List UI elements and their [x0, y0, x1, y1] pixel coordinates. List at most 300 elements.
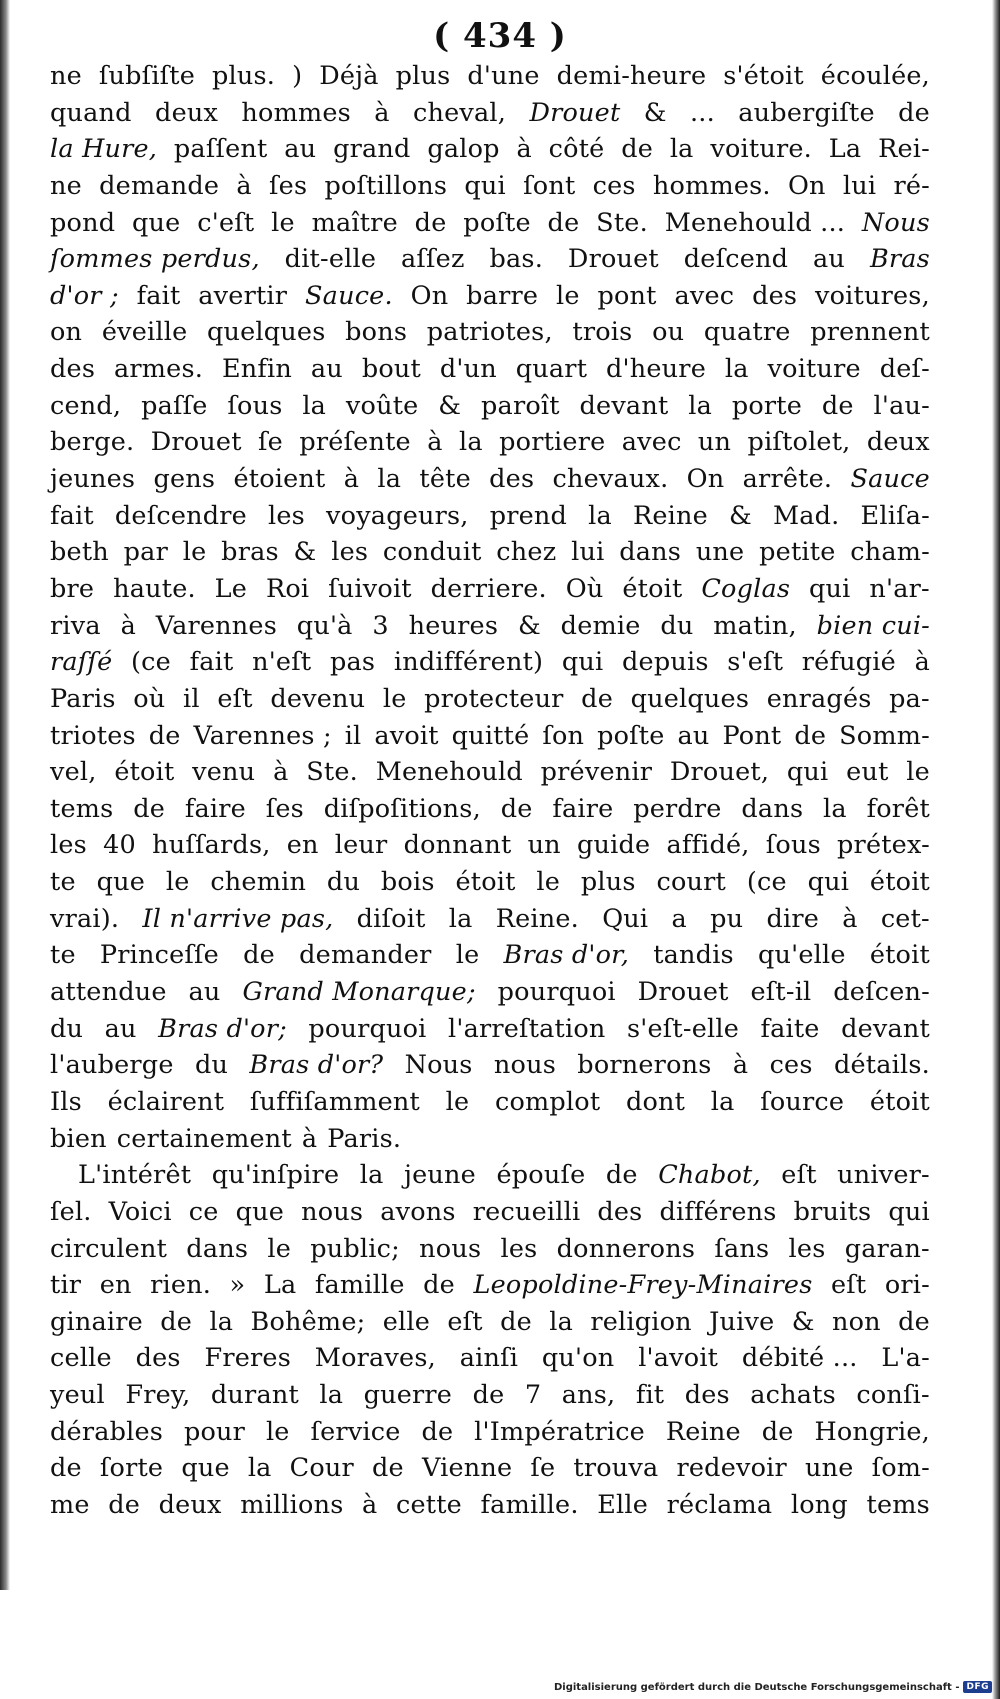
- word: deſcend: [683, 244, 789, 275]
- word: étoit: [114, 757, 175, 788]
- word: d'heure: [606, 354, 706, 385]
- word: fait: [189, 647, 234, 678]
- word: le: [906, 757, 930, 788]
- word: la: [688, 390, 713, 421]
- word: &: [643, 97, 667, 128]
- word: Frey,: [125, 1380, 191, 1411]
- text-line: [50, 791, 930, 828]
- word: ſe: [258, 427, 283, 458]
- word: hommes: [241, 97, 351, 128]
- word: venu: [192, 757, 256, 788]
- word: ne: [50, 170, 82, 201]
- word: les: [331, 537, 369, 568]
- word: plus.: [212, 61, 276, 91]
- digitization-credit: [554, 1681, 992, 1693]
- word: pont: [597, 280, 657, 311]
- italic-word: Drouet: [529, 97, 621, 128]
- word: ou: [652, 317, 685, 348]
- word: religion: [590, 1306, 692, 1337]
- word: yeul: [50, 1380, 105, 1411]
- text-line: [50, 608, 930, 645]
- word: plus: [580, 867, 636, 898]
- word: millions: [240, 1489, 344, 1520]
- italic-word: Bras d'or;: [158, 1013, 287, 1044]
- word: eſt-il: [750, 977, 812, 1008]
- word: huſſards,: [152, 830, 271, 861]
- word: ré-: [893, 170, 930, 201]
- word: demi-heure: [556, 61, 707, 91]
- word: des: [597, 1196, 643, 1227]
- word: nous: [301, 1196, 364, 1227]
- word: devenu: [270, 683, 366, 714]
- credit-text: Digitalisierung gefördert durch die Deutsche Forschungsgemeinschaft -: [553, 1681, 960, 1693]
- word: 3: [372, 610, 389, 641]
- word: étoit: [869, 1086, 930, 1117]
- text-line: [50, 498, 930, 535]
- word: réfugié: [801, 647, 896, 678]
- italic-word: ſommes perdus,: [50, 244, 260, 275]
- word: côté: [548, 134, 605, 165]
- word: eſt: [217, 683, 253, 714]
- word: petite: [759, 537, 836, 568]
- word: circulent: [50, 1233, 168, 1264]
- word: de: [621, 134, 654, 165]
- word: la: [448, 903, 473, 934]
- word: que: [235, 1196, 285, 1227]
- word: prennent: [810, 317, 930, 348]
- word: cend,: [50, 390, 122, 421]
- text-line: [50, 1047, 930, 1084]
- word: les: [268, 500, 305, 531]
- word: du: [194, 1050, 229, 1081]
- word: gens: [153, 464, 216, 495]
- word: bre: [50, 573, 95, 604]
- word: s'eſt: [727, 647, 784, 678]
- word: de: [472, 1380, 505, 1411]
- text-line: [50, 718, 930, 755]
- text-line: [50, 131, 930, 168]
- italic-word: Grand Monarque;: [242, 977, 476, 1008]
- word: ſuffiſamment: [249, 1086, 420, 1117]
- word: cette: [396, 1489, 462, 1520]
- word: »: [229, 1270, 246, 1301]
- word: les: [788, 1233, 826, 1264]
- word: ...: [690, 97, 715, 128]
- word: nous: [493, 1050, 556, 1081]
- word: dit-elle: [284, 244, 377, 275]
- word: avec: [674, 280, 735, 311]
- italic-word: Bras d'or,: [503, 940, 630, 971]
- text-line: [50, 1377, 930, 1414]
- word: du: [660, 610, 694, 641]
- text-line: [50, 388, 930, 425]
- italic-word: Nous: [861, 207, 930, 238]
- word: n'eſt: [252, 647, 312, 678]
- italic-word: Bras d'or?: [249, 1050, 384, 1081]
- word: Drouet: [637, 977, 729, 1008]
- word: de: [605, 1160, 638, 1191]
- word: des: [489, 464, 535, 495]
- word: ces: [592, 170, 636, 201]
- word: cet-: [880, 903, 930, 934]
- word: riva: [50, 610, 101, 641]
- word: Le: [214, 573, 248, 604]
- word: garan-: [844, 1233, 930, 1264]
- word: en: [286, 830, 319, 861]
- word: vrai).: [50, 903, 120, 934]
- word: te: [50, 867, 76, 898]
- word: fit: [635, 1380, 665, 1411]
- text-line: [50, 1157, 930, 1194]
- word: de: [414, 207, 447, 238]
- word: de: [108, 1489, 141, 1520]
- word: le: [265, 1416, 290, 1447]
- word: certainement: [116, 1123, 292, 1154]
- word: le: [267, 1233, 292, 1264]
- word: heures: [408, 610, 499, 641]
- word: ſubſiſte: [98, 61, 196, 91]
- word: ſel.: [50, 1196, 92, 1227]
- word: deux: [866, 427, 930, 458]
- word: famille: [314, 1270, 405, 1301]
- word: quand: [50, 97, 132, 128]
- word: demande: [99, 170, 220, 201]
- word: On: [410, 280, 449, 311]
- word: de: [421, 1416, 454, 1447]
- word: ſervice: [310, 1416, 401, 1447]
- word: pond: [50, 207, 116, 238]
- text-line: [50, 1414, 930, 1451]
- body-text: [50, 58, 930, 1524]
- word: Menehould ...: [664, 207, 846, 238]
- word: voûte: [345, 390, 419, 421]
- word: elle: [382, 1306, 431, 1337]
- word: pu: [710, 903, 744, 934]
- word: ſource: [760, 1086, 845, 1117]
- word: à: [374, 97, 390, 128]
- word: une: [695, 537, 745, 568]
- word: c'eſt: [197, 207, 255, 238]
- word: la: [724, 354, 749, 385]
- word: deux: [158, 1489, 222, 1520]
- word: dans: [741, 793, 804, 824]
- word: ſe: [530, 1453, 556, 1484]
- word: au: [188, 977, 221, 1008]
- word: &: [438, 390, 462, 421]
- word: donnant: [403, 830, 512, 861]
- word: ſans: [714, 1233, 770, 1264]
- italic-word: d'or ;: [50, 280, 119, 311]
- word: devant: [579, 390, 669, 421]
- word: Déjà: [319, 61, 379, 91]
- italic-word: Sauce.: [305, 280, 393, 311]
- word: pas: [329, 647, 376, 678]
- word: chevaux.: [552, 464, 669, 495]
- word: de: [243, 940, 275, 971]
- word: La: [828, 134, 862, 165]
- italic-word: Chabot,: [658, 1160, 761, 1191]
- text-line: [50, 681, 930, 718]
- word: eſt: [830, 1270, 867, 1301]
- word: voiture: [767, 354, 861, 385]
- word: eut: [846, 757, 889, 788]
- word: maître: [311, 207, 398, 238]
- word: depuis: [622, 647, 709, 678]
- word: la: [319, 1380, 344, 1411]
- word: qu'elle: [758, 940, 846, 971]
- text-line: [50, 754, 930, 791]
- word: dont: [625, 1086, 686, 1117]
- word: de: [761, 1416, 794, 1447]
- word: réclama: [666, 1489, 773, 1520]
- word: du: [50, 1013, 84, 1044]
- word: attendue: [50, 977, 167, 1008]
- word: de: [547, 207, 580, 238]
- word: de: [898, 1306, 930, 1337]
- word: l'Impératrice: [474, 1416, 645, 1447]
- word: Princeſſe: [99, 940, 219, 971]
- word: Drouet: [150, 427, 242, 458]
- right-edge-shadow: [992, 0, 1000, 1699]
- word: univer-: [837, 1160, 930, 1191]
- word: Enfin: [221, 354, 293, 385]
- word: public;: [310, 1233, 400, 1264]
- word: à: [732, 1050, 749, 1081]
- word: Menehould: [375, 757, 523, 788]
- word: demander: [299, 940, 432, 971]
- word: quatre: [703, 317, 791, 348]
- word: Juive: [709, 1306, 775, 1337]
- word: des: [135, 1343, 181, 1374]
- word: le: [382, 683, 407, 714]
- word: On: [787, 170, 826, 201]
- word: paroît: [481, 390, 560, 421]
- word: par: [123, 537, 168, 568]
- word: ce: [188, 1196, 219, 1227]
- word: la: [209, 1306, 234, 1337]
- word: fait: [50, 500, 94, 531]
- word: éveille: [101, 317, 188, 348]
- word: des: [684, 1380, 730, 1411]
- word: famille.: [480, 1489, 579, 1520]
- word: piſtolet,: [747, 427, 851, 458]
- word: ſes: [269, 170, 308, 201]
- word: portiere: [499, 427, 606, 458]
- word: les: [500, 1233, 538, 1264]
- word: lui: [842, 170, 877, 201]
- word: un: [527, 830, 561, 861]
- word: poſtillons: [324, 170, 448, 201]
- text-line: [50, 1011, 930, 1048]
- text-line: [50, 571, 930, 608]
- word: à: [120, 610, 136, 641]
- word: pourquoi: [497, 977, 616, 1008]
- text-line: [50, 241, 930, 278]
- text-line: [50, 278, 930, 315]
- word: de: [500, 793, 533, 824]
- word: au: [310, 354, 343, 385]
- word: poſte: [597, 720, 665, 751]
- text-line: [50, 1084, 930, 1121]
- word: à: [301, 1123, 318, 1154]
- word: le: [445, 1086, 470, 1117]
- italic-word: bien cui-: [816, 610, 930, 641]
- word: eſt: [781, 1160, 817, 1191]
- word: court: [656, 867, 726, 898]
- word: Nous: [404, 1050, 473, 1081]
- text-line: [50, 974, 930, 1011]
- word: à: [516, 134, 532, 165]
- italic-word: la Hure,: [50, 134, 158, 165]
- word: conſi-: [856, 1380, 930, 1411]
- word: matin,: [713, 610, 797, 641]
- word: dans: [186, 1233, 249, 1264]
- word: bout: [361, 354, 421, 385]
- word: guide: [576, 830, 651, 861]
- word: tir: [50, 1270, 82, 1301]
- word: deſcen-: [833, 977, 930, 1008]
- word: de: [372, 1453, 404, 1484]
- text-line: [50, 1304, 930, 1341]
- word: donnerons: [556, 1233, 696, 1264]
- word: te: [50, 940, 76, 971]
- word: paſſe: [141, 390, 208, 421]
- word: redevoir: [676, 1453, 787, 1484]
- word: barre: [466, 280, 539, 311]
- text-line: [50, 1121, 930, 1158]
- word: en: [99, 1270, 132, 1301]
- word: bien: [50, 1123, 107, 1154]
- word: lui: [571, 537, 605, 568]
- word: ſont: [523, 170, 576, 201]
- word: poſte: [463, 207, 531, 238]
- word: avertir: [198, 280, 288, 311]
- word: Mad.: [772, 500, 840, 531]
- word: ans,: [561, 1380, 616, 1411]
- word: demie: [560, 610, 641, 641]
- word: Où: [565, 573, 604, 604]
- word: plus: [395, 61, 451, 91]
- word: avec: [621, 427, 682, 458]
- word: Rei-: [878, 134, 930, 165]
- word: bois: [380, 867, 435, 898]
- word: aſſez: [401, 244, 465, 275]
- word: la: [823, 793, 847, 824]
- word: Freres: [204, 1343, 291, 1374]
- word: au: [813, 244, 846, 275]
- word: rien.: [150, 1270, 212, 1301]
- word: du: [326, 867, 361, 898]
- word: a: [671, 903, 687, 934]
- word: deux: [155, 97, 219, 128]
- word: qui: [561, 647, 604, 678]
- word: Moraves,: [314, 1343, 436, 1374]
- word: diſpoſitions,: [323, 793, 481, 824]
- word: le: [271, 207, 295, 238]
- word: à: [914, 647, 930, 678]
- word: de: [821, 390, 854, 421]
- word: ori-: [884, 1270, 930, 1301]
- word: durant: [210, 1380, 299, 1411]
- word: jeune: [404, 1160, 476, 1191]
- word: La: [263, 1270, 297, 1301]
- word: dérables: [50, 1416, 164, 1447]
- word: quart: [515, 354, 588, 385]
- word: non: [831, 1306, 881, 1337]
- word: aubergiſte: [738, 97, 875, 128]
- word: (ce: [746, 867, 787, 898]
- word: étoit: [455, 867, 516, 898]
- word: ginaire: [50, 1306, 143, 1337]
- text-line: [50, 1231, 930, 1268]
- word: faite: [760, 1013, 820, 1044]
- word: forêt: [866, 793, 930, 824]
- word: quitté: [451, 720, 530, 751]
- text-line: [50, 351, 930, 388]
- word: de: [581, 683, 613, 714]
- word: Paris.: [327, 1123, 402, 1154]
- word: étoit: [869, 940, 930, 971]
- word: achats: [750, 1380, 836, 1411]
- word: armes.: [114, 354, 204, 385]
- word: ces: [769, 1050, 813, 1081]
- word: ſom-: [871, 1453, 930, 1484]
- word: la: [377, 464, 402, 495]
- word: de: [148, 720, 181, 751]
- italic-word: Il n'arrive pas,: [142, 903, 334, 934]
- word: Pont: [722, 720, 782, 751]
- word: Varennes: [155, 610, 277, 641]
- word: à: [362, 1489, 378, 1520]
- word: dire: [766, 903, 820, 934]
- word: pourquoi: [308, 1013, 427, 1044]
- word: de: [160, 1306, 193, 1337]
- word: porte: [731, 390, 803, 421]
- word: débité ...: [741, 1343, 858, 1374]
- word: guerre: [363, 1380, 453, 1411]
- word: éclairent: [107, 1086, 225, 1117]
- word: 7: [524, 1380, 542, 1411]
- word: Bohême;: [250, 1306, 366, 1337]
- word: tête: [419, 464, 471, 495]
- text-line: [50, 1267, 930, 1304]
- word: qui: [888, 1196, 930, 1227]
- word: patriotes,: [426, 317, 553, 348]
- word: &: [293, 537, 317, 568]
- word: à: [842, 903, 858, 934]
- word: indifférent): [393, 647, 544, 678]
- word: On: [686, 464, 725, 495]
- word: n'ar-: [869, 573, 930, 604]
- word: Hongrie,: [814, 1416, 930, 1447]
- word: complot: [494, 1086, 601, 1117]
- word: Somm-: [839, 720, 930, 751]
- word: qu'à: [296, 610, 353, 641]
- text-line: [50, 901, 930, 938]
- word: nous: [419, 1233, 482, 1264]
- word: Reine: [665, 1416, 741, 1447]
- word: la: [549, 1306, 573, 1337]
- word: bas.: [489, 244, 544, 275]
- word: à: [273, 757, 289, 788]
- word: écoulée,: [820, 61, 930, 91]
- word: L'a-: [881, 1343, 930, 1374]
- word: la: [359, 1160, 384, 1191]
- word: ſous: [227, 390, 283, 421]
- word: quelques: [630, 683, 750, 714]
- word: ſes: [265, 793, 304, 824]
- word: le: [536, 867, 561, 898]
